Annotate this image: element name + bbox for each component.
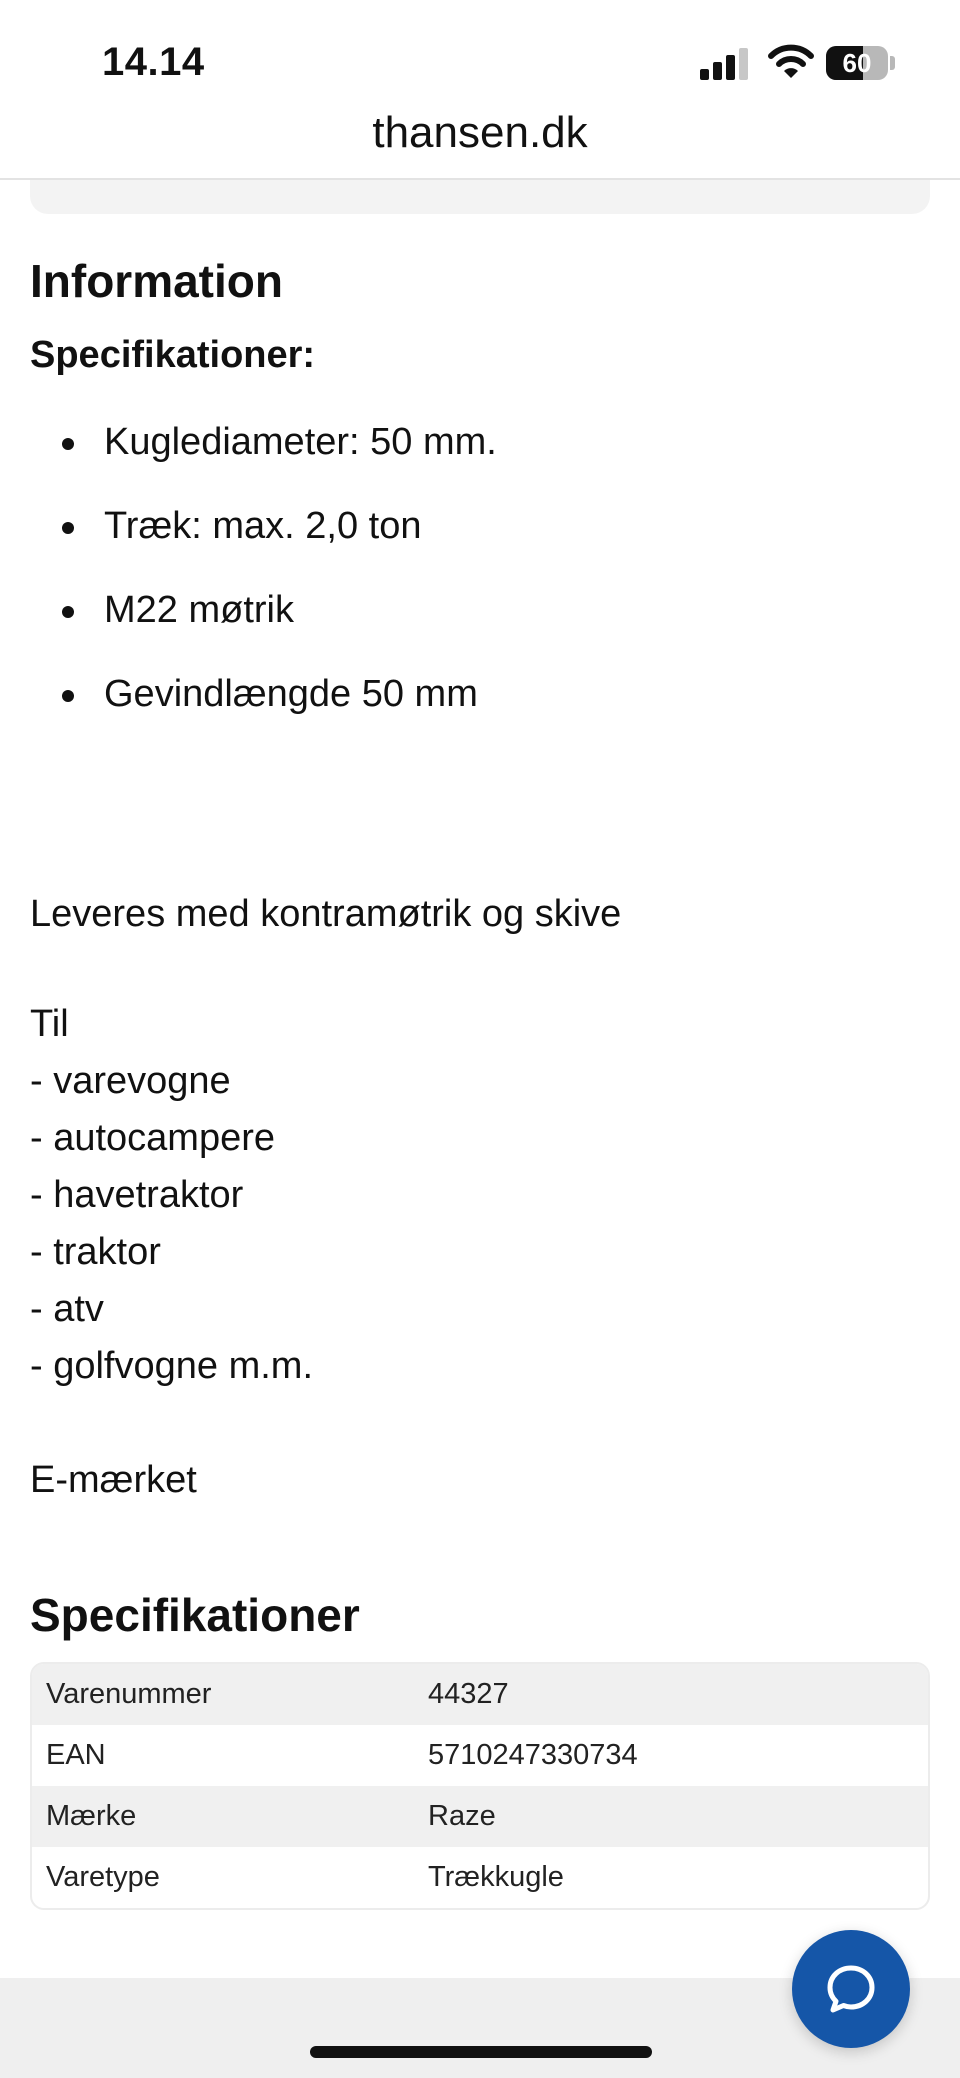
usage-item: - atv xyxy=(30,1288,104,1330)
address-bar-url[interactable]: thansen.dk xyxy=(372,108,588,157)
spec-key: Varenummer xyxy=(46,1678,212,1710)
usage-list xyxy=(30,1002,313,1401)
chat-button[interactable] xyxy=(792,1930,910,2048)
bullet-item: Kuglediameter: 50 mm. xyxy=(30,420,910,504)
table-row xyxy=(32,1847,928,1908)
bullet-item: Gevindlængde 50 mm xyxy=(30,672,910,756)
spec-value: Raze xyxy=(428,1800,496,1832)
bullet-item: M22 møtrik xyxy=(30,588,910,672)
usage-item: - autocampere xyxy=(30,1117,276,1159)
chat-bubble-icon xyxy=(825,1963,877,2015)
spec-value: 44327 xyxy=(428,1678,509,1710)
spec-key: Mærke xyxy=(46,1800,137,1832)
home-indicator xyxy=(310,2046,652,2058)
battery-icon xyxy=(826,46,888,80)
spec-key: EAN xyxy=(46,1739,106,1771)
battery-percent: 60 xyxy=(842,48,872,78)
battery-tip xyxy=(890,56,895,70)
status-time: 14.14 xyxy=(102,40,205,84)
specifications-subheading: Specifikationer: xyxy=(30,334,316,376)
information-heading: Information xyxy=(30,255,283,307)
table-row xyxy=(32,1664,928,1725)
previous-section-card xyxy=(30,180,930,214)
usage-label: Til xyxy=(30,1003,69,1045)
cellular-signal-icon xyxy=(700,48,752,80)
wifi-icon xyxy=(768,44,814,80)
delivered-with-text: Leveres med kontramøtrik og skive xyxy=(30,893,622,935)
specifications-table xyxy=(30,1662,930,1910)
spec-key: Varetype xyxy=(46,1861,160,1893)
usage-item: - varevogne xyxy=(30,1060,231,1102)
spec-value: Trækkugle xyxy=(428,1861,564,1893)
specifications-heading: Specifikationer xyxy=(30,1589,360,1641)
status-bar xyxy=(0,0,960,118)
usage-item: - havetraktor xyxy=(30,1174,244,1216)
table-row xyxy=(32,1786,928,1847)
usage-item: - traktor xyxy=(30,1231,161,1273)
e-marked-text: E-mærket xyxy=(30,1459,197,1501)
table-row xyxy=(32,1725,928,1786)
spec-bullet-list xyxy=(30,420,910,756)
bullet-item: Træk: max. 2,0 ton xyxy=(30,504,910,588)
usage-item: - golfvogne m.m. xyxy=(30,1345,313,1387)
spec-value: 5710247330734 xyxy=(428,1739,638,1771)
